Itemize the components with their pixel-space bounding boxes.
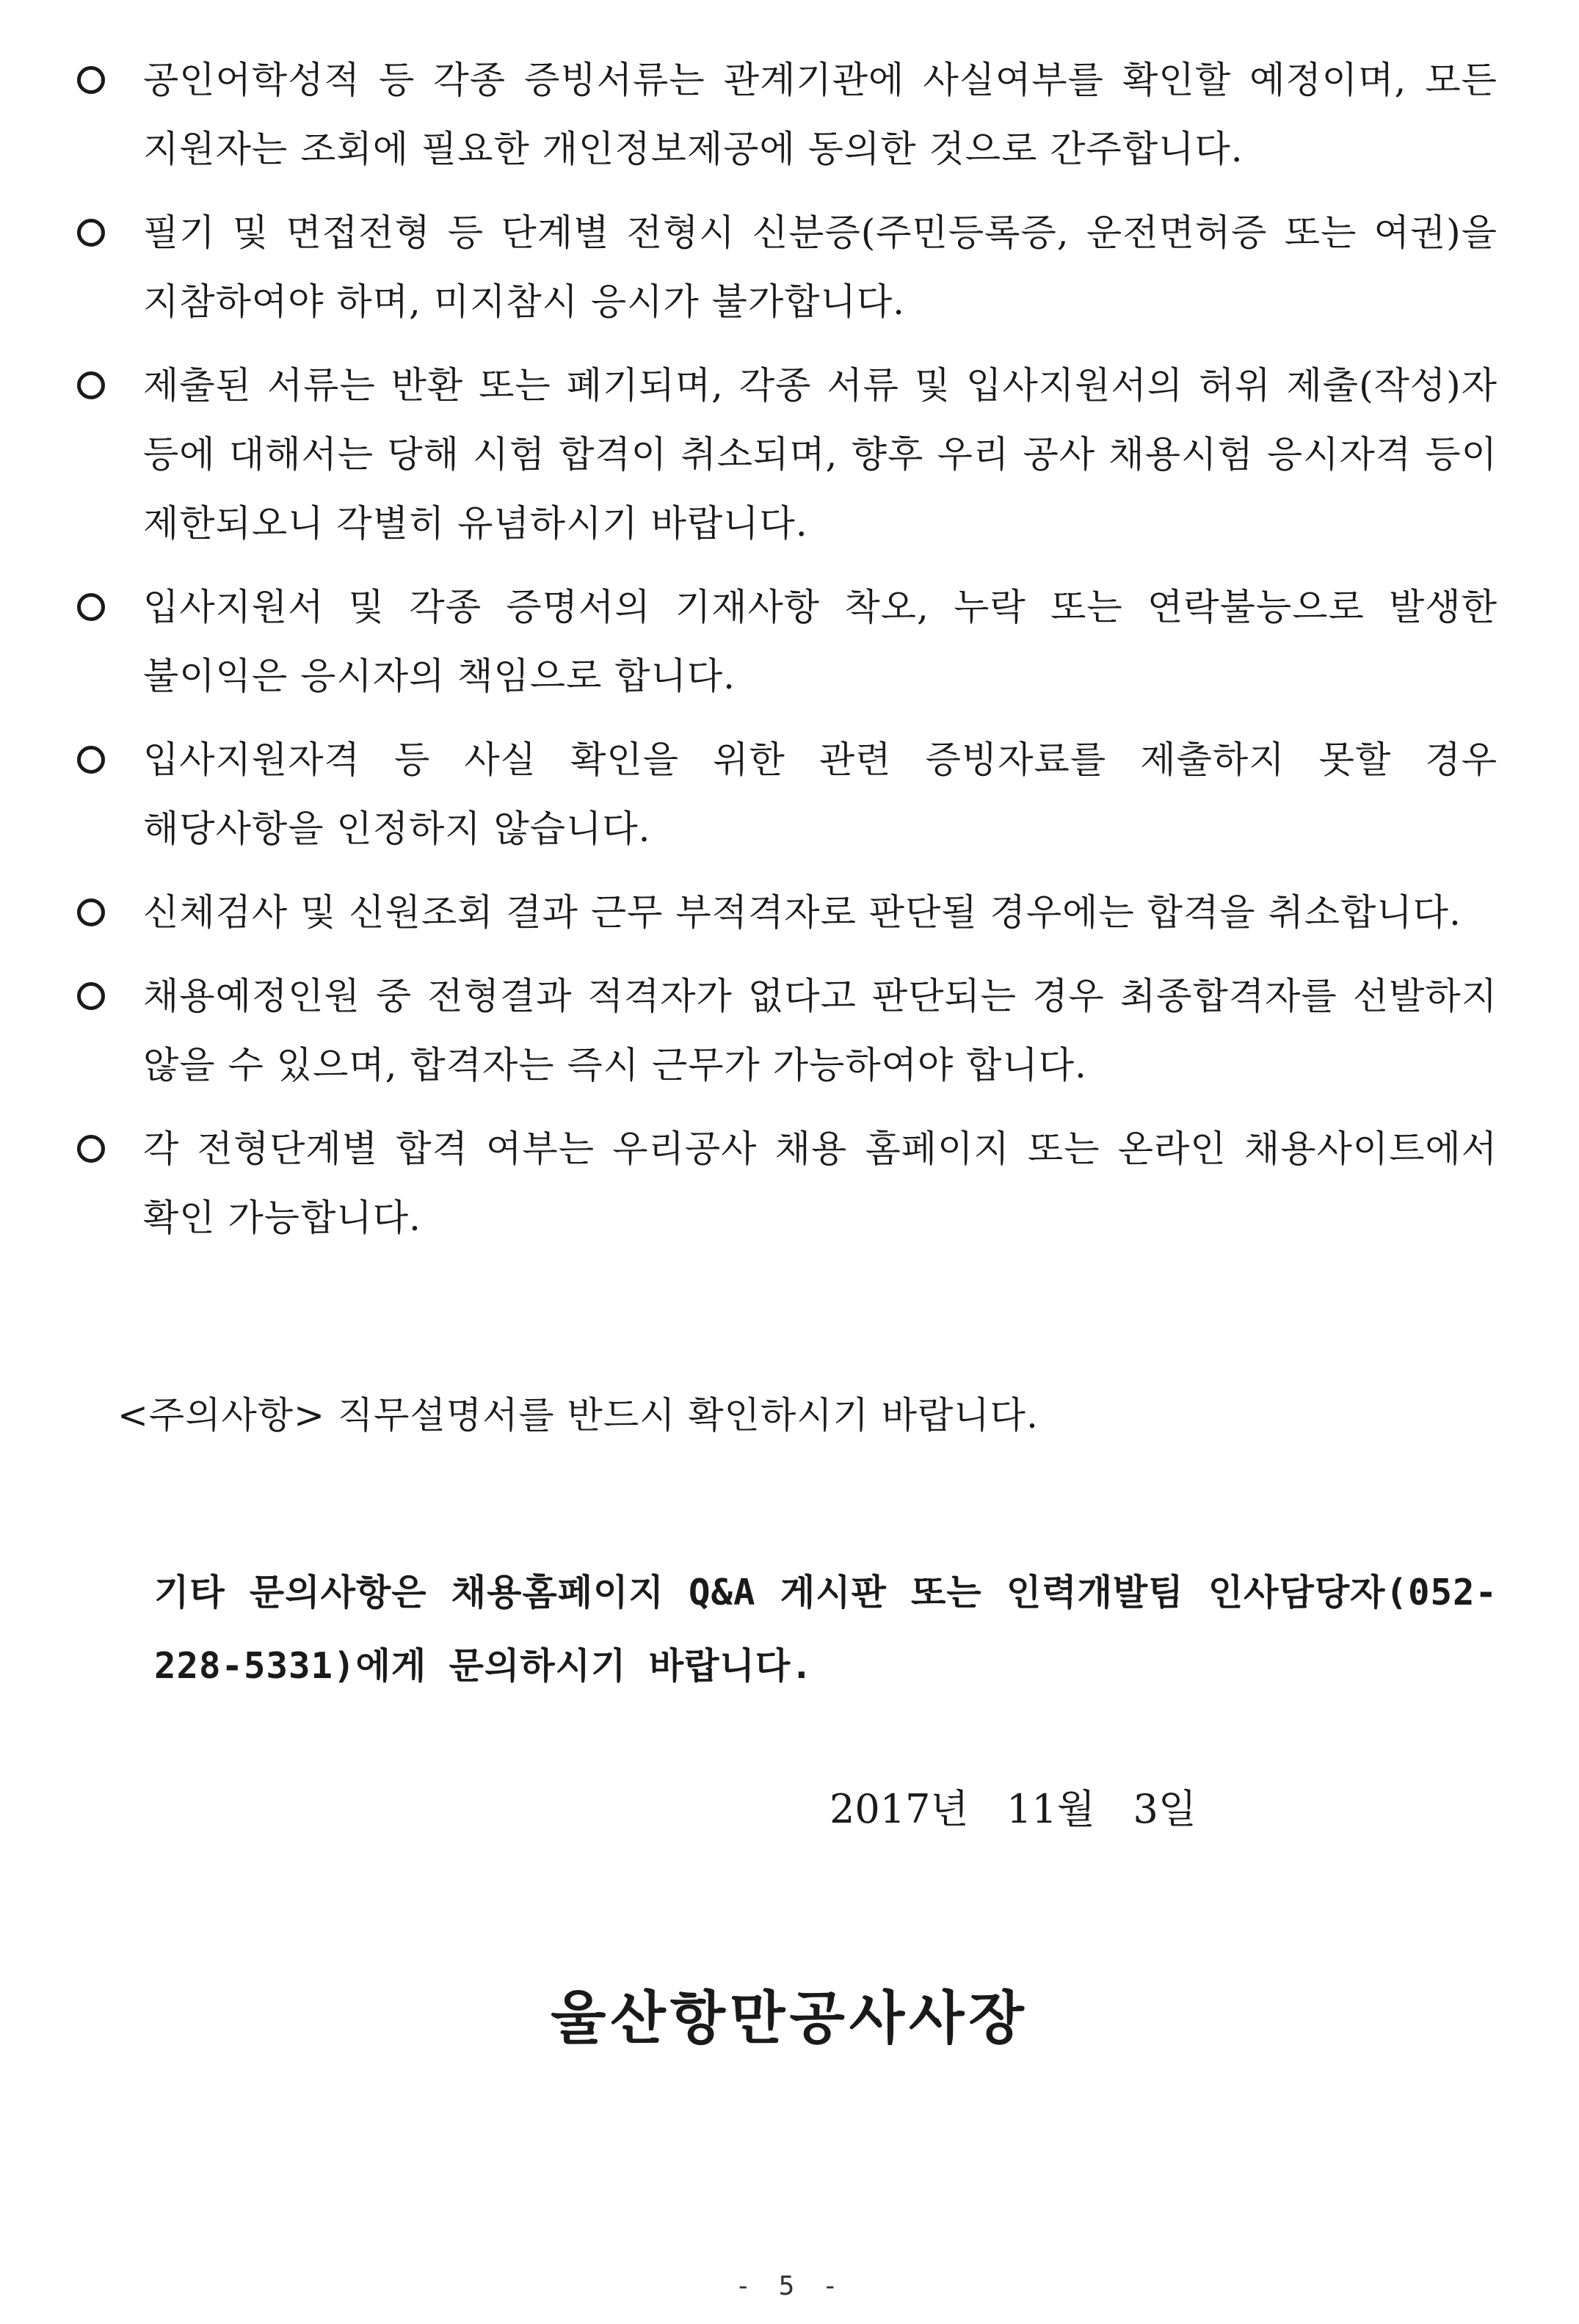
circle-bullet-icon (77, 898, 105, 926)
notice-item (77, 46, 1498, 184)
caution-note: <주의사항> 직무설명서를 반드시 확인하시기 바랍니다. (117, 1394, 1039, 1437)
notice-item (77, 725, 1498, 863)
circle-bullet-icon (77, 66, 105, 94)
notice-text: 채용예정인원 중 전형결과 적격자가 없다고 판단되는 경우 최종합격자를 선발하지 않을 수 있으며, 합격자는 즉시 근무가 가능하여야 합니다. (143, 975, 1498, 1086)
circle-bullet-icon (77, 982, 105, 1010)
notice-item (77, 1114, 1498, 1252)
notice-item (77, 198, 1498, 336)
notice-text: 각 전형단계별 합격 여부는 우리공사 채용 홈페이지 또는 온라인 채용사이트에서 확인 가능합니다. (143, 1127, 1498, 1239)
page-number: - 5 - (735, 2271, 844, 2301)
notice-text: 공인어학성적 등 각종 증빙서류는 관계기관에 사실여부를 확인할 예정이며, 모든 지원자는 조회에 필요한 개인정보제공에 동의한 것으로 간주합니다. (143, 59, 1498, 170)
circle-bullet-icon (77, 371, 105, 399)
notice-item (77, 351, 1498, 558)
circle-bullet-icon (77, 219, 105, 247)
document-date: 2017년 11월 3일 (830, 1786, 1197, 1832)
notice-item (77, 962, 1498, 1100)
notice-item (77, 573, 1498, 711)
notice-text: 필기 및 면접전형 등 단계별 전형시 신분증(주민등록증, 운전면허증 또는 여권)을 지참하여야 하며, 미지참시 응시가 불가합니다. (143, 211, 1498, 323)
notice-list (77, 46, 1498, 1267)
notice-text: 신체검사 및 신원조회 결과 근무 부적격자로 판단될 경우에는 합격을 취소합니다. (143, 891, 1462, 934)
circle-bullet-icon (77, 746, 105, 774)
circle-bullet-icon (77, 593, 105, 621)
notice-item (77, 878, 1498, 947)
notice-text: 입사지원서 및 각종 증명서의 기재사항 착오, 누락 또는 연락불능으로 발생한 불이익은 응시자의 책임으로 합니다. (143, 586, 1498, 697)
circle-bullet-icon (77, 1135, 105, 1163)
notice-text: 제출된 서류는 반환 또는 폐기되며, 각종 서류 및 입사지원서의 허위 제출(작성)자 등에 대해서는 당해 시험 합격이 취소되며, 향후 우리 공사 채용시험 응시자격 등이 제한되오니 각별히 유념하시기 바랍니다. (143, 364, 1498, 545)
contact-info: 기타 문의사항은 채용홈페이지 Q&A 게시판 또는 인력개발팀 인사담당자(052-228-5331)에게 문의하시기 바랍니다. (154, 1572, 1498, 1687)
notice-text: 입사지원자격 등 사실 확인을 위한 관련 증빙자료를 제출하지 못할 경우 해당사항을 인정하지 않습니다. (143, 738, 1498, 850)
issuer-signature: 울산항만공사사장 (551, 1986, 1028, 2052)
